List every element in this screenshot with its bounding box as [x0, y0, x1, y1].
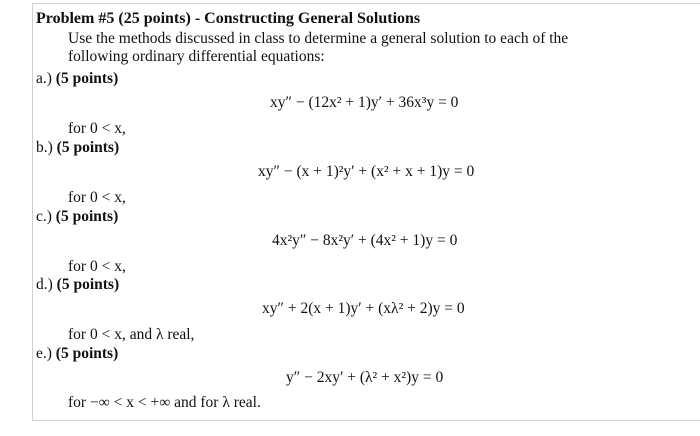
part-e-points: (5 points) — [55, 345, 119, 362]
part-c-header — [36, 208, 118, 226]
part-d-points: (5 points) — [56, 276, 120, 293]
part-c-condition: for 0 < x, — [68, 258, 126, 275]
part-a-label: a.) — [36, 70, 52, 87]
part-c-points: (5 points) — [55, 208, 119, 225]
part-a-header — [36, 70, 118, 88]
part-a-equation: xy″ − (12x² + 1)y′ + 36x³y = 0 — [270, 94, 459, 111]
part-e-header — [36, 345, 118, 363]
part-b-condition: for 0 < x, — [68, 189, 126, 206]
part-b-points: (5 points) — [56, 139, 120, 156]
part-a-condition: for 0 < x, — [68, 120, 126, 137]
part-e-condition: for −∞ < x < +∞ and for λ real. — [68, 394, 261, 411]
frame-top-rule — [32, 3, 700, 4]
part-b-header — [36, 139, 119, 157]
part-c-label: c.) — [36, 208, 52, 225]
part-d-condition: for 0 < x, and λ real, — [68, 326, 195, 343]
part-b-equation: xy″ − (x + 1)²y′ + (x² + x + 1)y = 0 — [258, 163, 475, 180]
part-c-equation: 4x²y″ − 8x²y′ + (4x² + 1)y = 0 — [272, 232, 458, 249]
problem-title: Problem #5 (25 points) - Constructing General Solutions — [36, 10, 421, 27]
part-d-equation: xy″ + 2(x + 1)y′ + (xλ² + 2)y = 0 — [262, 300, 465, 317]
intro-line-2: following ordinary differential equations: — [68, 48, 325, 65]
frame-bottom-rule — [32, 420, 700, 421]
part-e-label: e.) — [36, 345, 52, 362]
frame-left-rule — [32, 3, 33, 420]
part-a-points: (5 points) — [55, 70, 119, 87]
part-e-equation: y″ − 2xy′ + (λ² + x²)y = 0 — [286, 369, 444, 386]
intro-line-1: Use the methods discussed in class to determine a general solution to each of the — [68, 30, 569, 47]
part-d-label: d.) — [36, 276, 53, 293]
part-b-label: b.) — [36, 139, 53, 156]
part-d-header — [36, 276, 119, 294]
